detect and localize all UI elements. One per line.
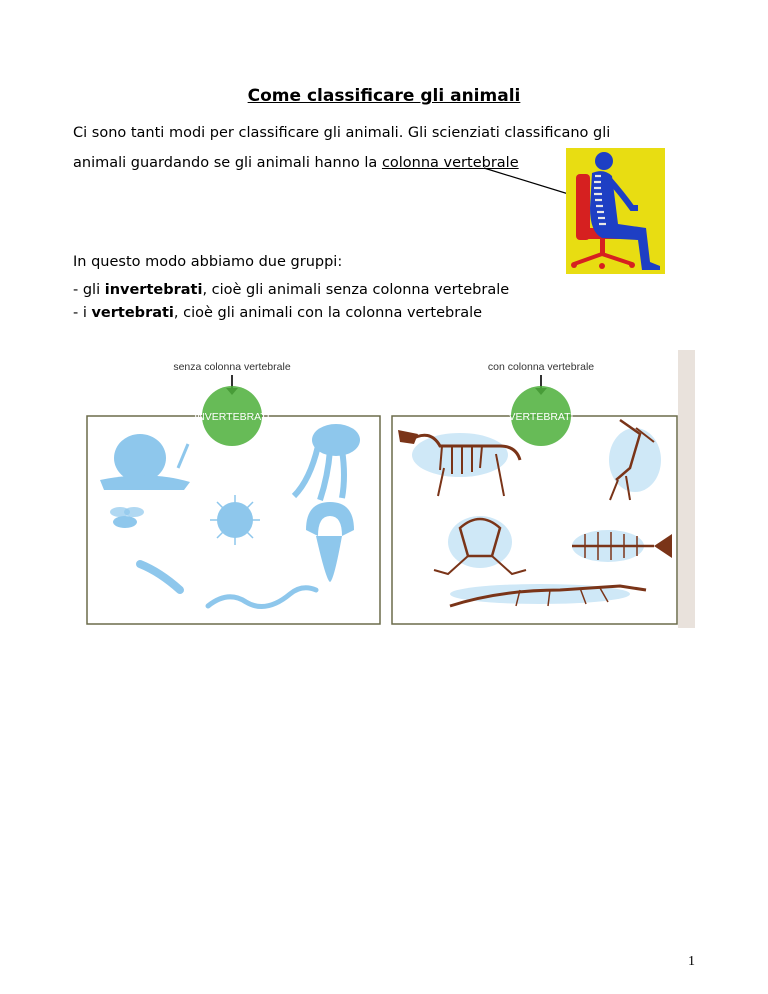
page-number: 1 [688,954,695,969]
right-caption: con colonna vertebrale [487,361,595,373]
term-vertebrati: vertebrati [91,305,174,321]
groups-intro: In questo modo abbiamo due gruppi: [73,254,343,270]
left-caption: senza colonna vertebrale [173,361,291,373]
group-item-vertebrati: - i vertebrati, cioè gli animali con la colonna vertebrale [73,305,483,321]
classification-illustration [80,350,695,628]
group-item-invertebrati: - gli invertebrati, cioè gli animali senza colonna vertebrale [73,282,510,298]
seated-person-spine-illustration [566,148,665,274]
right-badge: VERTEBRATI [508,411,574,423]
page-title: Come classificare gli animali [247,86,521,106]
colonna-vertebrale-term: colonna vertebrale [381,155,519,171]
left-badge: INVERTEBRATI [194,411,270,423]
intro-line-2: animali guardando se gli animali hanno la colonna vertebrale [73,155,519,171]
term-invertebrati: invertebrati [104,282,203,298]
intro-line-1: Ci sono tanti modi per classificare gli animali. Gli scienziati classificano gli [73,125,611,141]
